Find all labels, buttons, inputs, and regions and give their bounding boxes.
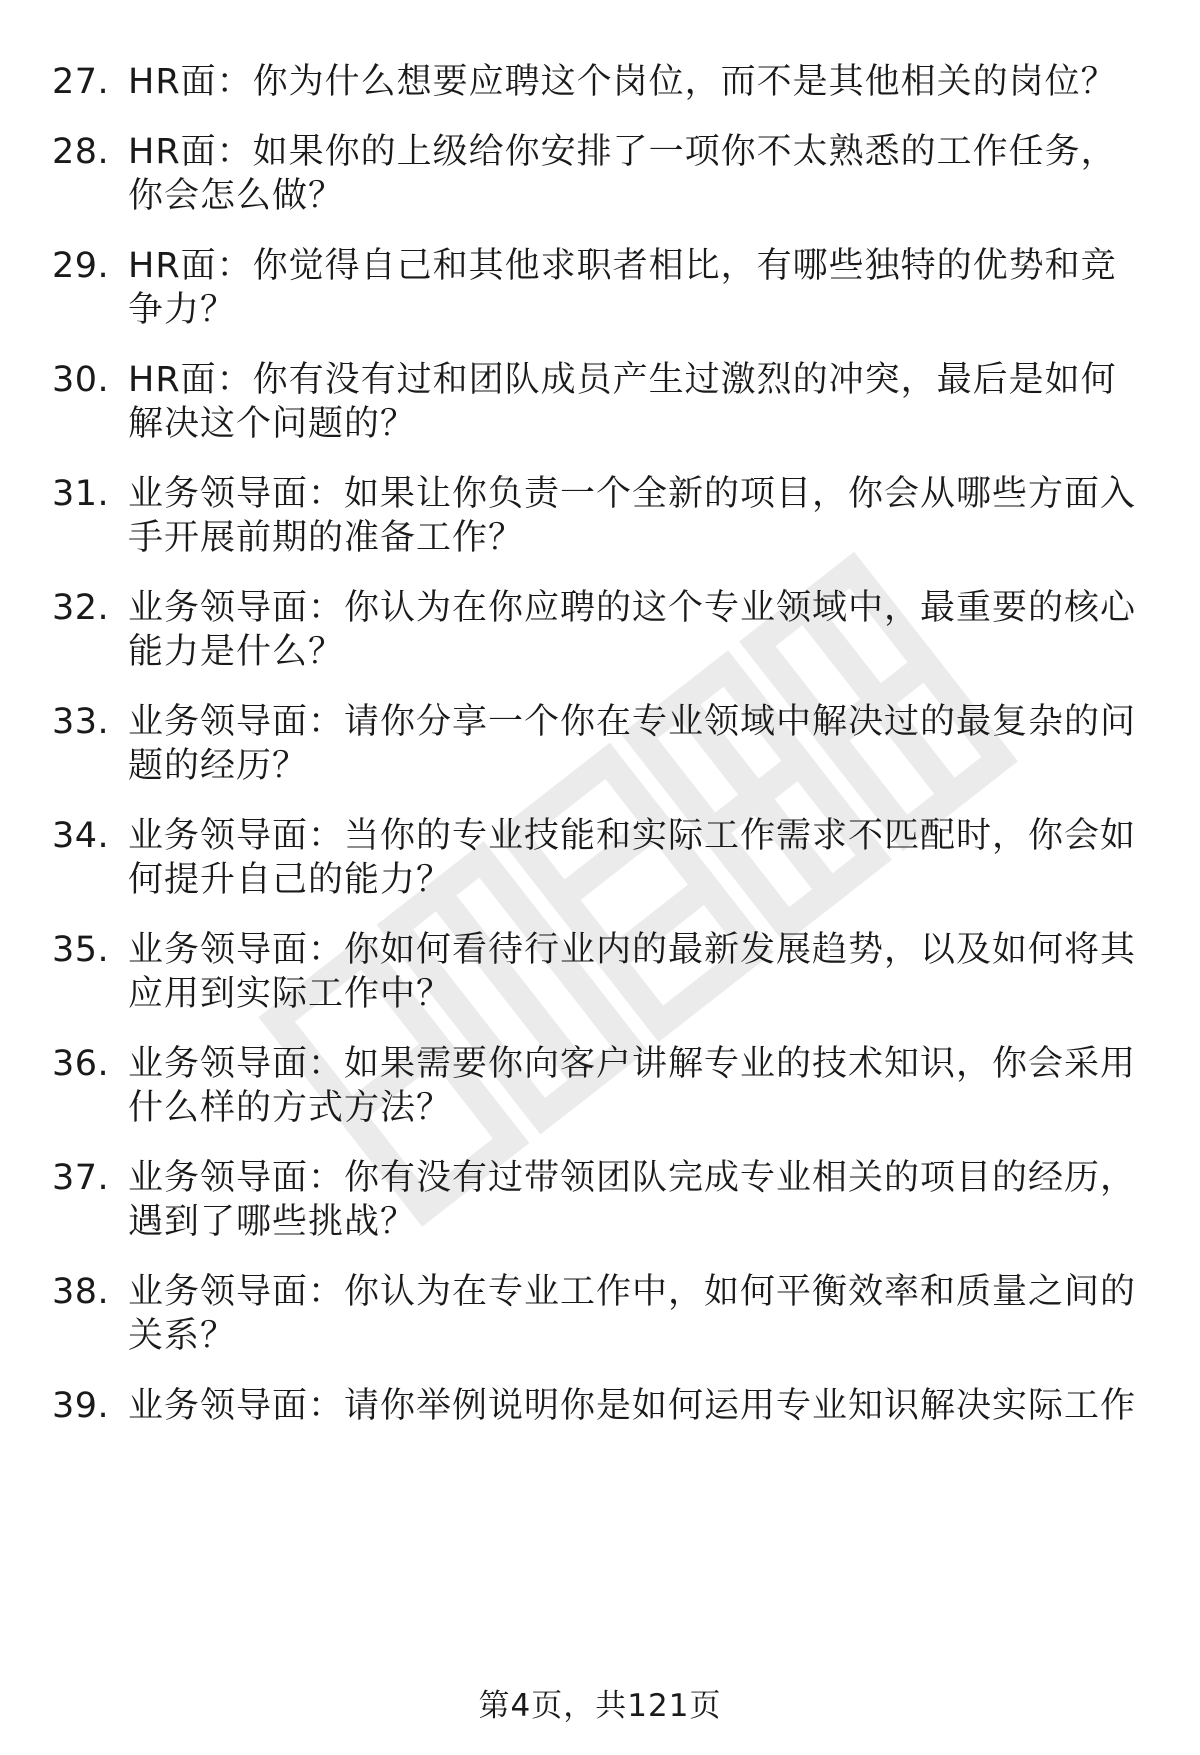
question-number: 31. [52,474,110,514]
question-number: 34. [52,816,110,856]
question-number: 38. [52,1272,110,1312]
question-number: 39. [52,1386,110,1426]
question-number: 30. [52,360,110,400]
question-text: 业务领导面：你有没有过带领团队完成专业相关的项目的经历，遇到了哪些挑战？ [128,1158,1137,1242]
question-text: 业务领导面：你认为在你应聘的这个专业领域中，最重要的核心能力是什么？ [128,588,1137,672]
list-item [52,1384,1152,1428]
list-item [52,472,1152,560]
list-item [52,1156,1152,1244]
question-number: 36. [52,1044,110,1084]
list-item [52,130,1152,218]
list-item [52,814,1152,902]
question-text: HR面：你有没有过和团队成员产生过激烈的冲突，最后是如何解决这个问题的？ [128,360,1117,444]
question-number: 28. [52,132,110,172]
list-item [52,358,1152,446]
question-text: HR面：如果你的上级给你安排了一项你不太熟悉的工作任务，你会怎么做？ [128,132,1117,216]
question-text: 业务领导面：你认为在专业工作中，如何平衡效率和质量之间的关系？ [128,1272,1137,1356]
question-text: 业务领导面：如果需要你向客户讲解专业的技术知识，你会采用什么样的方式方法？ [128,1044,1137,1128]
question-text: 业务领导面：如果让你负责一个全新的项目，你会从哪些方面入手开展前期的准备工作？ [128,474,1137,558]
list-item [52,244,1152,332]
question-number: 35. [52,930,110,970]
list-item [52,928,1152,1016]
list-item [52,60,1152,104]
question-number: 29. [52,246,110,286]
page-number-footer: 第4页，共121页 [478,1688,722,1724]
list-item [52,700,1152,788]
question-text: 业务领导面：当你的专业技能和实际工作需求不匹配时，你会如何提升自己的能力？ [128,816,1137,900]
question-text: 业务领导面：你如何看待行业内的最新发展趋势，以及如何将其应用到实际工作中？ [128,930,1137,1014]
question-text: 业务领导面：请你举例说明你是如何运用专业知识解决实际工作 [128,1386,1137,1426]
question-number: 27. [52,62,110,102]
list-item [52,1270,1152,1358]
question-text: HR面：你为什么想要应聘这个岗位，而不是其他相关的岗位？ [128,62,1117,102]
list-item [52,586,1152,674]
question-number: 33. [52,702,110,742]
question-text: HR面：你觉得自己和其他求职者相比，有哪些独特的优势和竞争力？ [128,246,1117,330]
question-number: 37. [52,1158,110,1198]
question-text: 业务领导面：请你分享一个你在专业领域中解决过的最复杂的问题的经历？ [128,702,1137,786]
list-item [52,1042,1152,1130]
question-number: 32. [52,588,110,628]
question-list [52,60,1152,1454]
